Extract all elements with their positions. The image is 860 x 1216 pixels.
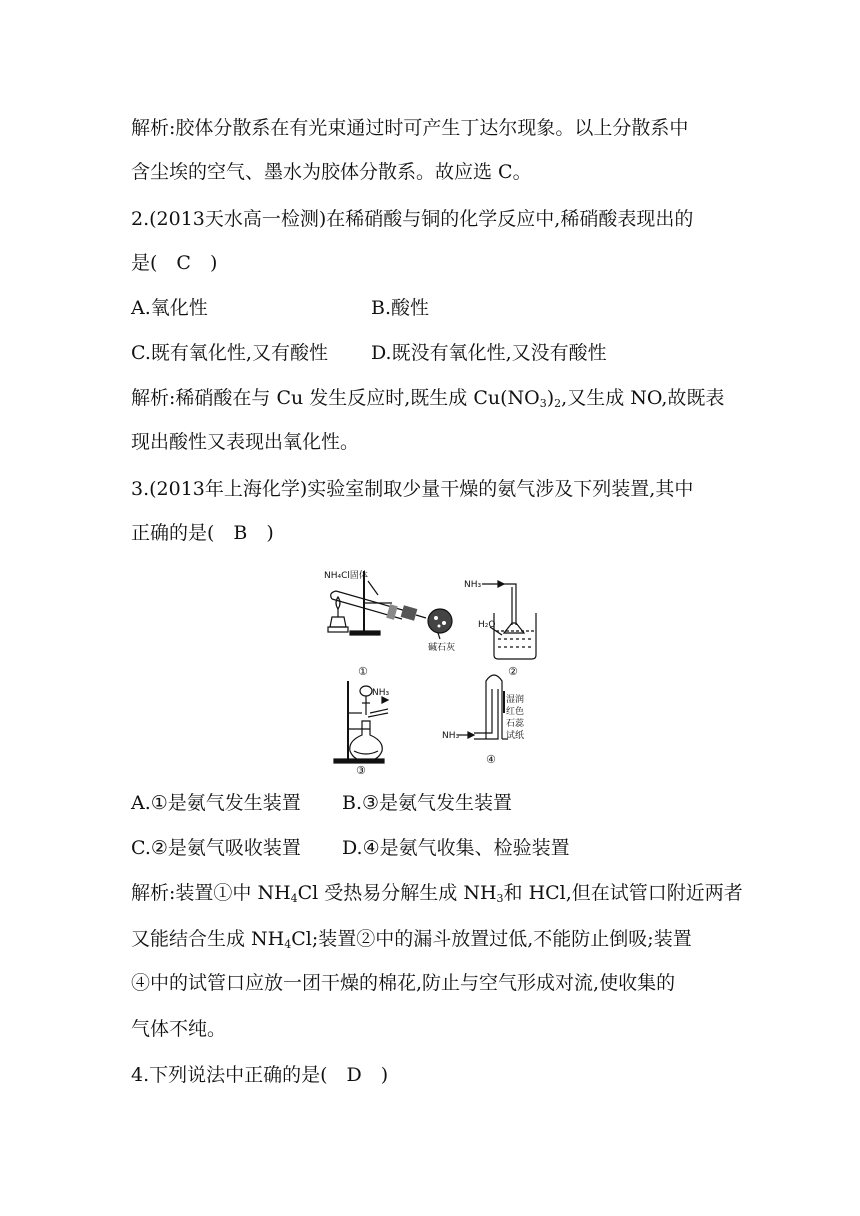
label-paper-2: 红色: [506, 707, 525, 717]
apparatus-4: [442, 675, 525, 766]
q2-stem-line2: 是( C ): [131, 252, 218, 274]
label-h2o: H₂O: [478, 620, 496, 630]
q1-explanation-line1: 解析:胶体分散系在有光束通过时可产生丁达尔现象。以上分散系中: [131, 117, 689, 139]
q3-explanation-line1: 解析:装置①中 $NH_4Cl$ 受热易分解生成 $NH_3$和 HCl,但在试管口附近两者: [131, 882, 743, 905]
q2-explanation-line1: 解析:稀硝酸在与 Cu 发生反应时,既生成 $Cu(NO_3)_2$,又生成 NO,故既表: [131, 387, 725, 410]
label-paper-3: 石蕊: [506, 719, 525, 729]
apparatus-3: [334, 681, 390, 775]
label-nh3-2: NH₃: [464, 580, 482, 590]
apparatus-1: [324, 569, 455, 678]
q3-option-d: D.④是氨气收集、检验装置: [342, 837, 570, 859]
label-apparatus-2: ②: [508, 665, 518, 678]
q2-stem-line1: 2.(2013天水高一检测)在稀硝酸与铜的化学反应中,稀硝酸表现出的: [131, 208, 694, 230]
q2-option-a: A.氧化性: [131, 297, 208, 319]
q2-option-c: C.既有氧化性,又有酸性: [131, 342, 328, 364]
label-apparatus-3: ③: [356, 764, 366, 775]
label-soda-lime: 碱石灰: [428, 643, 456, 653]
apparatus-figure: [318, 563, 558, 775]
label-nh3-3: NH₃: [372, 688, 390, 698]
q4-stem: 4.下列说法中正确的是( D ): [131, 1064, 389, 1086]
q3-option-c: C.②是氨气吸收装置: [131, 837, 301, 859]
label-paper-4: 试纸: [506, 731, 525, 741]
q3-option-a: A.①是氨气发生装置: [131, 792, 301, 814]
q3-explanation-line2: 又能结合生成 $NH_4Cl$;装置②中的漏斗放置过低,不能防止倒吸;装置: [131, 928, 692, 951]
label-nh4cl-solid: NH₄Cl固体: [324, 571, 368, 581]
q3-stem-line1: 3.(2013年上海化学)实验室制取少量干燥的氨气涉及下列装置,其中: [131, 478, 694, 500]
q3-option-b: B.③是氨气发生装置: [342, 792, 513, 814]
label-apparatus-4: ④: [486, 753, 496, 766]
label-paper-1: 湿润: [506, 695, 525, 705]
q2-option-b: B.酸性: [371, 297, 430, 319]
label-apparatus-1: ①: [358, 665, 368, 678]
q3-explanation-line4: 气体不纯。: [131, 1018, 227, 1040]
q1-explanation-line2: 含尘埃的空气、墨水为胶体分散系。故应选 C。: [131, 161, 532, 183]
q2-option-d: D.既没有氧化性,又没有酸性: [371, 342, 607, 364]
label-nh3-4: NH₃: [442, 731, 460, 741]
q2-explanation-line2: 现出酸性又表现出氧化性。: [131, 431, 360, 453]
q3-explanation-line3: ④中的试管口应放一团干燥的棉花,防止与空气形成对流,使收集的: [131, 972, 676, 994]
q3-stem-line2: 正确的是( B ): [131, 522, 274, 544]
apparatus-2: [464, 580, 536, 678]
